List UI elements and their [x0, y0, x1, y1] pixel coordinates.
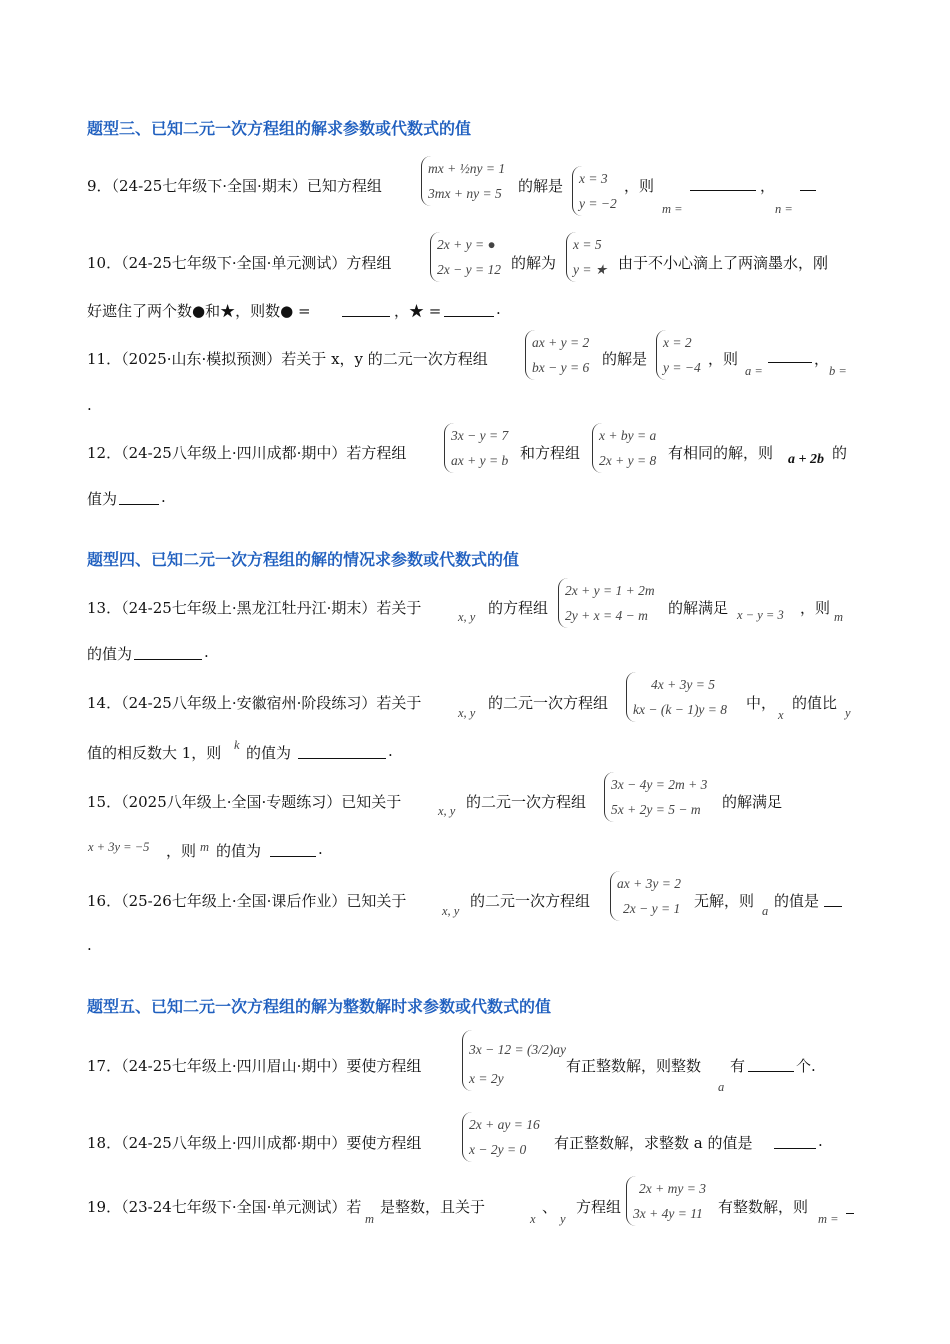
q9-sol-y: y = −2: [579, 196, 617, 211]
q12-after: 有相同的解，则: [668, 444, 774, 462]
q11-system: [525, 330, 589, 380]
q12-system-1: [444, 423, 508, 473]
q16-xy: x, y: [442, 904, 460, 918]
q12-eq1: 3x − y = 7: [451, 428, 509, 443]
q10-after: 由于不小心滴上了两滴墨水，刚: [618, 254, 829, 272]
q9-n-label: n =: [775, 202, 793, 216]
q13-eq1: 2x + y = 1 + 2m: [565, 583, 655, 598]
q14-cmp: 的值比: [792, 694, 838, 712]
q15-cond: x + 3y = −5: [88, 840, 150, 854]
q17-unit: 个.: [796, 1057, 816, 1075]
q14-eq1: 4x + 3y = 5: [651, 677, 715, 692]
q14-eq2: kx − (k − 1)y = 8: [633, 702, 728, 717]
q11-sol-x: x = 2: [663, 335, 692, 350]
q10-star-blank[interactable]: [444, 316, 494, 317]
q17-eq1: 3x − 12 = (3/2)ay: [469, 1042, 566, 1057]
q17-a: a: [718, 1080, 725, 1094]
q9-eq2: 3mx + ny = 5: [428, 186, 502, 201]
q10-mid: 的解为: [511, 254, 557, 272]
q13-eq2: 2y + x = 4 − m: [565, 608, 648, 623]
q15-then: ，则: [166, 842, 197, 860]
q12-expr: a + 2b: [788, 452, 824, 467]
q11-a-blank[interactable]: [768, 362, 812, 363]
q10-text: 10．（24-25七年级下·全国·单元测试）方程组: [87, 254, 392, 272]
q14-after: 中，: [746, 694, 777, 712]
q16-eq2: 2x − y = 1: [623, 901, 681, 916]
q15-line2c: 的值为: [216, 842, 262, 860]
q16-blank[interactable]: [824, 906, 842, 907]
q15-after: 的解满足: [722, 793, 783, 811]
q10-solution: [566, 232, 607, 282]
q11-a-label: a =: [745, 364, 763, 378]
q19-eq1: 2x + my = 3: [639, 1181, 706, 1196]
q9-eq1: mx + ½ny = 1: [428, 161, 506, 176]
q9-after: ，则: [624, 177, 655, 195]
q11-sol-y: y = −4: [663, 360, 701, 375]
q19-y: y: [560, 1212, 566, 1226]
q18-eq2: x − 2y = 0: [469, 1142, 527, 1157]
q16-after: 无解，则: [694, 892, 755, 910]
q10-circle-blank[interactable]: [342, 316, 390, 317]
q14-mid: 的二元一次方程组: [488, 694, 609, 712]
q12-mid: 和方程组: [520, 444, 581, 462]
q15-xy: x, y: [438, 804, 456, 818]
q12-tail: 的: [832, 444, 848, 462]
q18-end: .: [818, 1132, 823, 1150]
q19-m-label: m =: [818, 1212, 839, 1226]
q9-n-blank[interactable]: [800, 190, 816, 191]
q12-text: 12．（24-25八年级上·四川成都·期中）若方程组: [87, 444, 407, 462]
q13-blank[interactable]: [134, 659, 202, 660]
q17-have: 有: [730, 1057, 746, 1075]
q17-eq2: x = 2y: [469, 1071, 504, 1086]
q10-sol-y: y = ★: [573, 262, 607, 277]
q10-end: .: [496, 300, 501, 318]
q15-m: m: [200, 840, 210, 854]
q14-line2: 值的相反数大 1，则: [87, 744, 222, 762]
section-title-5: 题型五、已知二元一次方程组的解为整数解时求参数或代数式的值: [87, 997, 552, 1016]
section-title-4: 题型四、已知二元一次方程组的解的情况求参数或代数式的值: [87, 550, 520, 569]
q15-eq1: 3x − 4y = 2m + 3: [611, 777, 708, 792]
q17-system: [462, 1030, 566, 1091]
q17-blank[interactable]: [748, 1071, 794, 1072]
q13-then: ，则: [800, 599, 831, 617]
q9-m-blank[interactable]: [690, 190, 756, 191]
q14-x: x: [778, 708, 784, 722]
q11-text: 11．（2025·山东·模拟预测）若关于 x，y 的二元一次方程组: [87, 350, 488, 368]
q16-a: a: [762, 904, 769, 918]
q19-blank[interactable]: [846, 1213, 854, 1214]
q12-line2: 值为: [87, 490, 118, 508]
q10-system: [430, 232, 501, 282]
q13-m: m: [834, 610, 844, 624]
q10-eq2: 2x − y = 12: [437, 262, 501, 277]
q16-text: 16．（25-26七年级上·全国·课后作业）已知关于: [87, 892, 407, 910]
q19-eq2: 3x + 4y = 11: [633, 1206, 703, 1221]
q13-mid: 的方程组: [488, 599, 549, 617]
q19-after: 有整数解，则: [718, 1198, 809, 1216]
q15-end: .: [318, 840, 323, 858]
q9-text: 9．（24-25七年级下·全国·期末）已知方程组: [87, 177, 382, 195]
q16-system: [610, 871, 681, 921]
q10-line2: 好遮住了两个数●和★，则数● =: [87, 302, 311, 320]
q9-system: [421, 156, 505, 206]
q15-blank[interactable]: [270, 856, 316, 857]
q14-end: .: [388, 742, 393, 760]
q11-eq1: ax + y = 2: [532, 335, 590, 350]
q15-mid: 的二元一次方程组: [466, 793, 587, 811]
q9-mid: 的解是: [518, 177, 564, 195]
q12-eq4: 2x + y = 8: [599, 453, 657, 468]
q13-line2: 的值为: [87, 645, 133, 663]
q12-eq2: ax + y = b: [451, 453, 509, 468]
section-title-3: 题型三、已知二元一次方程组的解求参数或代数式的值: [87, 119, 472, 138]
q11-solution: [656, 330, 701, 380]
q14-text: 14．（24-25八年级上·安徽宿州·阶段练习）若关于: [87, 694, 422, 712]
q19-x: x: [530, 1212, 536, 1226]
q16-end: .: [87, 936, 92, 954]
q19-sep: 、: [542, 1198, 558, 1216]
q11-end: .: [87, 396, 92, 414]
q13-end: .: [204, 643, 209, 661]
q16-eq1: ax + 3y = 2: [617, 876, 681, 891]
q14-xy: x, y: [458, 706, 476, 720]
q12-blank[interactable]: [119, 504, 159, 505]
q14-line2b: 的值为: [246, 744, 292, 762]
q18-after: 有正整数解，求整数 a 的值是: [554, 1134, 753, 1152]
q16-tail: 的值是: [774, 892, 820, 910]
q9-sol-x: x = 3: [579, 171, 608, 186]
q14-k: k: [234, 738, 240, 752]
q17-text: 17．（24-25七年级上·四川眉山·期中）要使方程组: [87, 1057, 422, 1075]
q11-comma: ，: [814, 350, 830, 368]
q18-eq1: 2x + ay = 16: [469, 1117, 540, 1132]
q10-eq1: 2x + y = ●: [437, 237, 496, 252]
q18-blank[interactable]: [774, 1148, 816, 1149]
q17-after: 有正整数解，则整数: [566, 1057, 702, 1075]
q10-sol-x: x = 5: [573, 237, 602, 252]
q16-mid: 的二元一次方程组: [470, 892, 591, 910]
q19-text: 19．（23-24七年级下·全国·单元测试）若: [87, 1198, 362, 1216]
q12-system-2: [592, 423, 656, 473]
q18-text: 18．（24-25八年级上·四川成都·期中）要使方程组: [87, 1134, 422, 1152]
q13-text: 13．（24-25七年级上·黑龙江牡丹江·期末）若关于: [87, 599, 422, 617]
q19-system: [626, 1176, 706, 1226]
q14-blank[interactable]: [298, 758, 386, 759]
q13-system: [558, 578, 655, 628]
q19-mid: 是整数，且关于: [380, 1198, 486, 1216]
q11-b-label: b =: [829, 364, 847, 378]
q12-eq3: x + by = a: [599, 428, 657, 443]
q9-solution: [572, 166, 617, 216]
q14-system: [626, 672, 727, 722]
q14-y: y: [845, 706, 851, 720]
q13-cond: x − y = 3: [737, 608, 784, 622]
q15-eq2: 5x + 2y = 5 − m: [611, 802, 701, 817]
q10-line2b: ，★ =: [394, 302, 442, 320]
q9-m-label: m =: [662, 202, 683, 216]
q13-xy: x, y: [458, 610, 476, 624]
q19-m: m: [365, 1212, 375, 1226]
q9-comma: ，: [760, 177, 776, 195]
q11-after: ，则: [708, 350, 739, 368]
q15-text: 15．（2025八年级上·全国·专题练习）已知关于: [87, 793, 402, 811]
q13-after: 的解满足: [668, 599, 729, 617]
q12-end: .: [161, 488, 166, 506]
q15-system: [604, 772, 707, 822]
q19-mid2: 方程组: [576, 1198, 622, 1216]
q11-eq2: bx − y = 6: [532, 360, 590, 375]
q11-mid: 的解是: [602, 350, 648, 368]
q18-system: [462, 1112, 540, 1162]
